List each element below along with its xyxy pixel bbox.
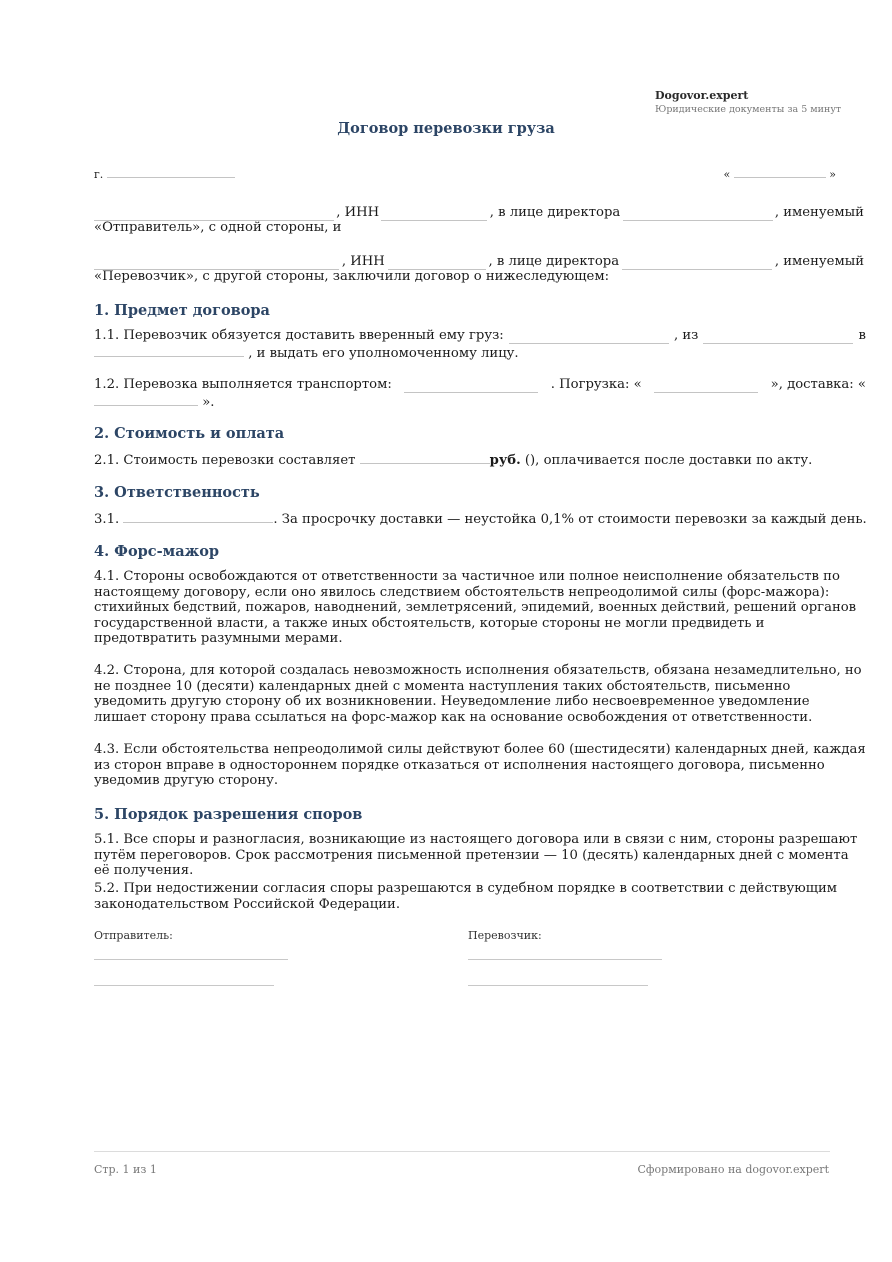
sender-inn-blank[interactable] — [381, 208, 487, 221]
carrier-named-label: , именуемый — [774, 254, 864, 269]
loading-blank[interactable] — [654, 380, 758, 393]
clause-5-2: 5.2. При недостижении согласия споры разрешаются в судебном порядке в соответствии с действующим законодательством Российской Федерации. — [94, 881, 838, 912]
carrier-signature-label: Перевозчик: — [468, 929, 542, 942]
sender-director-label: , в лице директора — [489, 205, 621, 220]
clause-1-2-line-2 — [94, 393, 864, 411]
liability-blank[interactable] — [123, 510, 273, 523]
footer-divider — [94, 1151, 830, 1152]
section-5-heading: 5. Порядок разрешения споров — [94, 806, 363, 823]
sender-inn-label: , ИНН — [336, 205, 380, 220]
clause-1-1-end: , и выдать его уполномоченному лицу. — [248, 346, 519, 361]
sender-signature-line-2[interactable] — [94, 985, 274, 986]
clause-1-2-loading: . Погрузка: « — [550, 377, 642, 392]
clause-1-2-line-1 — [94, 377, 866, 393]
currency-label: руб. — [489, 453, 521, 468]
section-4-heading: 4. Форс-мажор — [94, 543, 220, 560]
clause-5-1: 5.1. Все споры и разногласия, возникающие из настоящего договора или в связи с ним, стороны разрешают путём переговоров. Срок рассмотрения письменной претензии — 10 (десять) календарных дней с момента её получения. — [94, 832, 858, 879]
transport-blank[interactable] — [404, 380, 538, 393]
date-blank[interactable] — [734, 165, 826, 178]
brand-tagline: Юридические документы за 5 минут — [655, 104, 842, 115]
carrier-director-blank[interactable] — [622, 257, 772, 270]
section-1-heading: 1. Предмет договора — [94, 302, 270, 319]
clause-1-2-end: ». — [202, 395, 215, 410]
carrier-signature-line-1[interactable] — [468, 959, 662, 960]
clause-1-1-from: , из — [673, 328, 699, 343]
sender-named-label: , именуемый — [774, 205, 864, 220]
page-number: Стр. 1 из 1 — [94, 1163, 157, 1176]
destination-blank[interactable] — [94, 344, 244, 357]
delivery-blank[interactable] — [94, 393, 198, 406]
carrier-inn-blank[interactable] — [388, 257, 486, 270]
date-close-quote: » — [829, 168, 836, 181]
sender-signature-line-1[interactable] — [94, 959, 288, 960]
sender-signature-label: Отправитель: — [94, 929, 173, 942]
clause-3-1-number: 3.1. — [94, 512, 120, 527]
carrier-inn-label: , ИНН — [341, 254, 385, 269]
clause-1-1-to: в — [858, 328, 866, 343]
carrier-signature-line-2[interactable] — [468, 985, 648, 986]
cargo-blank[interactable] — [509, 331, 669, 344]
section-3-heading: 3. Ответственность — [94, 484, 260, 501]
brand-block — [655, 89, 841, 117]
clause-1-1-text: 1.1. Перевозчик обязуется доставить вверенный ему груз: — [94, 328, 504, 343]
carrier-party-line — [94, 254, 864, 270]
brand-name: Dogovor.expert — [655, 89, 749, 102]
date-field — [724, 165, 836, 183]
clause-3-1-text: . За просрочку доставки — неустойка 0,1% от стоимости перевозки за каждый день. — [273, 512, 867, 527]
sender-role-text: «Отправитель», с одной стороны, и — [94, 220, 342, 235]
sender-name-blank[interactable] — [94, 208, 334, 221]
price-blank[interactable] — [360, 451, 490, 464]
clause-1-2-delivery: », доставка: « — [770, 377, 866, 392]
clause-2-1-end: (), оплачивается после доставки по акту. — [520, 453, 813, 468]
date-open-quote: « — [723, 168, 731, 181]
sender-director-blank[interactable] — [623, 208, 773, 221]
clause-1-2-text: 1.2. Перевозка выполняется транспортом: — [94, 377, 392, 392]
clause-1-1-line-2 — [94, 344, 864, 362]
city-field — [94, 165, 235, 183]
generated-by: Сформировано на dogovor.expert — [637, 1163, 829, 1176]
document-title: Договор перевозки груза — [337, 120, 555, 137]
clause-2-1 — [94, 451, 864, 469]
city-blank[interactable] — [107, 165, 235, 178]
section-2-heading: 2. Стоимость и оплата — [94, 425, 285, 442]
clause-4-1: 4.1. Стороны освобождаются от ответственности за частичное или полное неисполнение обязательств по настоящему договору, если оно явилось следствием обстоятельств непреодолимой силы (форс-мажора): стихийных бедствий, пожаров, наводнений, землетрясений, эпидемий, военных действий, решений органов государственной власти, а также иных обстоятельств, которые стороны не могли предвидеть и предотвратить разумными мерами. — [94, 569, 857, 647]
city-prefix: г. — [94, 168, 104, 181]
city-date-line — [94, 165, 836, 183]
origin-blank[interactable] — [703, 331, 853, 344]
carrier-name-blank[interactable] — [94, 257, 339, 270]
clause-3-1 — [94, 510, 867, 528]
clause-2-1-text: 2.1. Стоимость перевозки составляет — [94, 453, 356, 468]
clause-1-1-line-1 — [94, 328, 866, 344]
carrier-director-label: , в лице директора — [488, 254, 620, 269]
carrier-role-text: «Перевозчик», с другой стороны, заключили договор о нижеследующем: — [94, 269, 610, 284]
clause-4-2: 4.2. Сторона, для которой создалась невозможность исполнения обязательств, обязана незамедлительно, но не позднее 10 (десяти) календарных дней с момента наступления таких обстоятельств, письменно уведомить другую сторону об их возникновении. Неуведомление либо несвоевременное уведомление лишает сторону права ссылаться на форс-мажор как на основание освобождения от ответственности. — [94, 663, 862, 725]
sender-party-line — [94, 205, 864, 221]
clause-4-3: 4.3. Если обстоятельства непреодолимой силы действуют более 60 (шестидесяти) календарных дней, каждая из сторон вправе в одностороннем порядке отказаться от исполнения настоящего договора, письменно уведомив другую сторону. — [94, 742, 866, 789]
